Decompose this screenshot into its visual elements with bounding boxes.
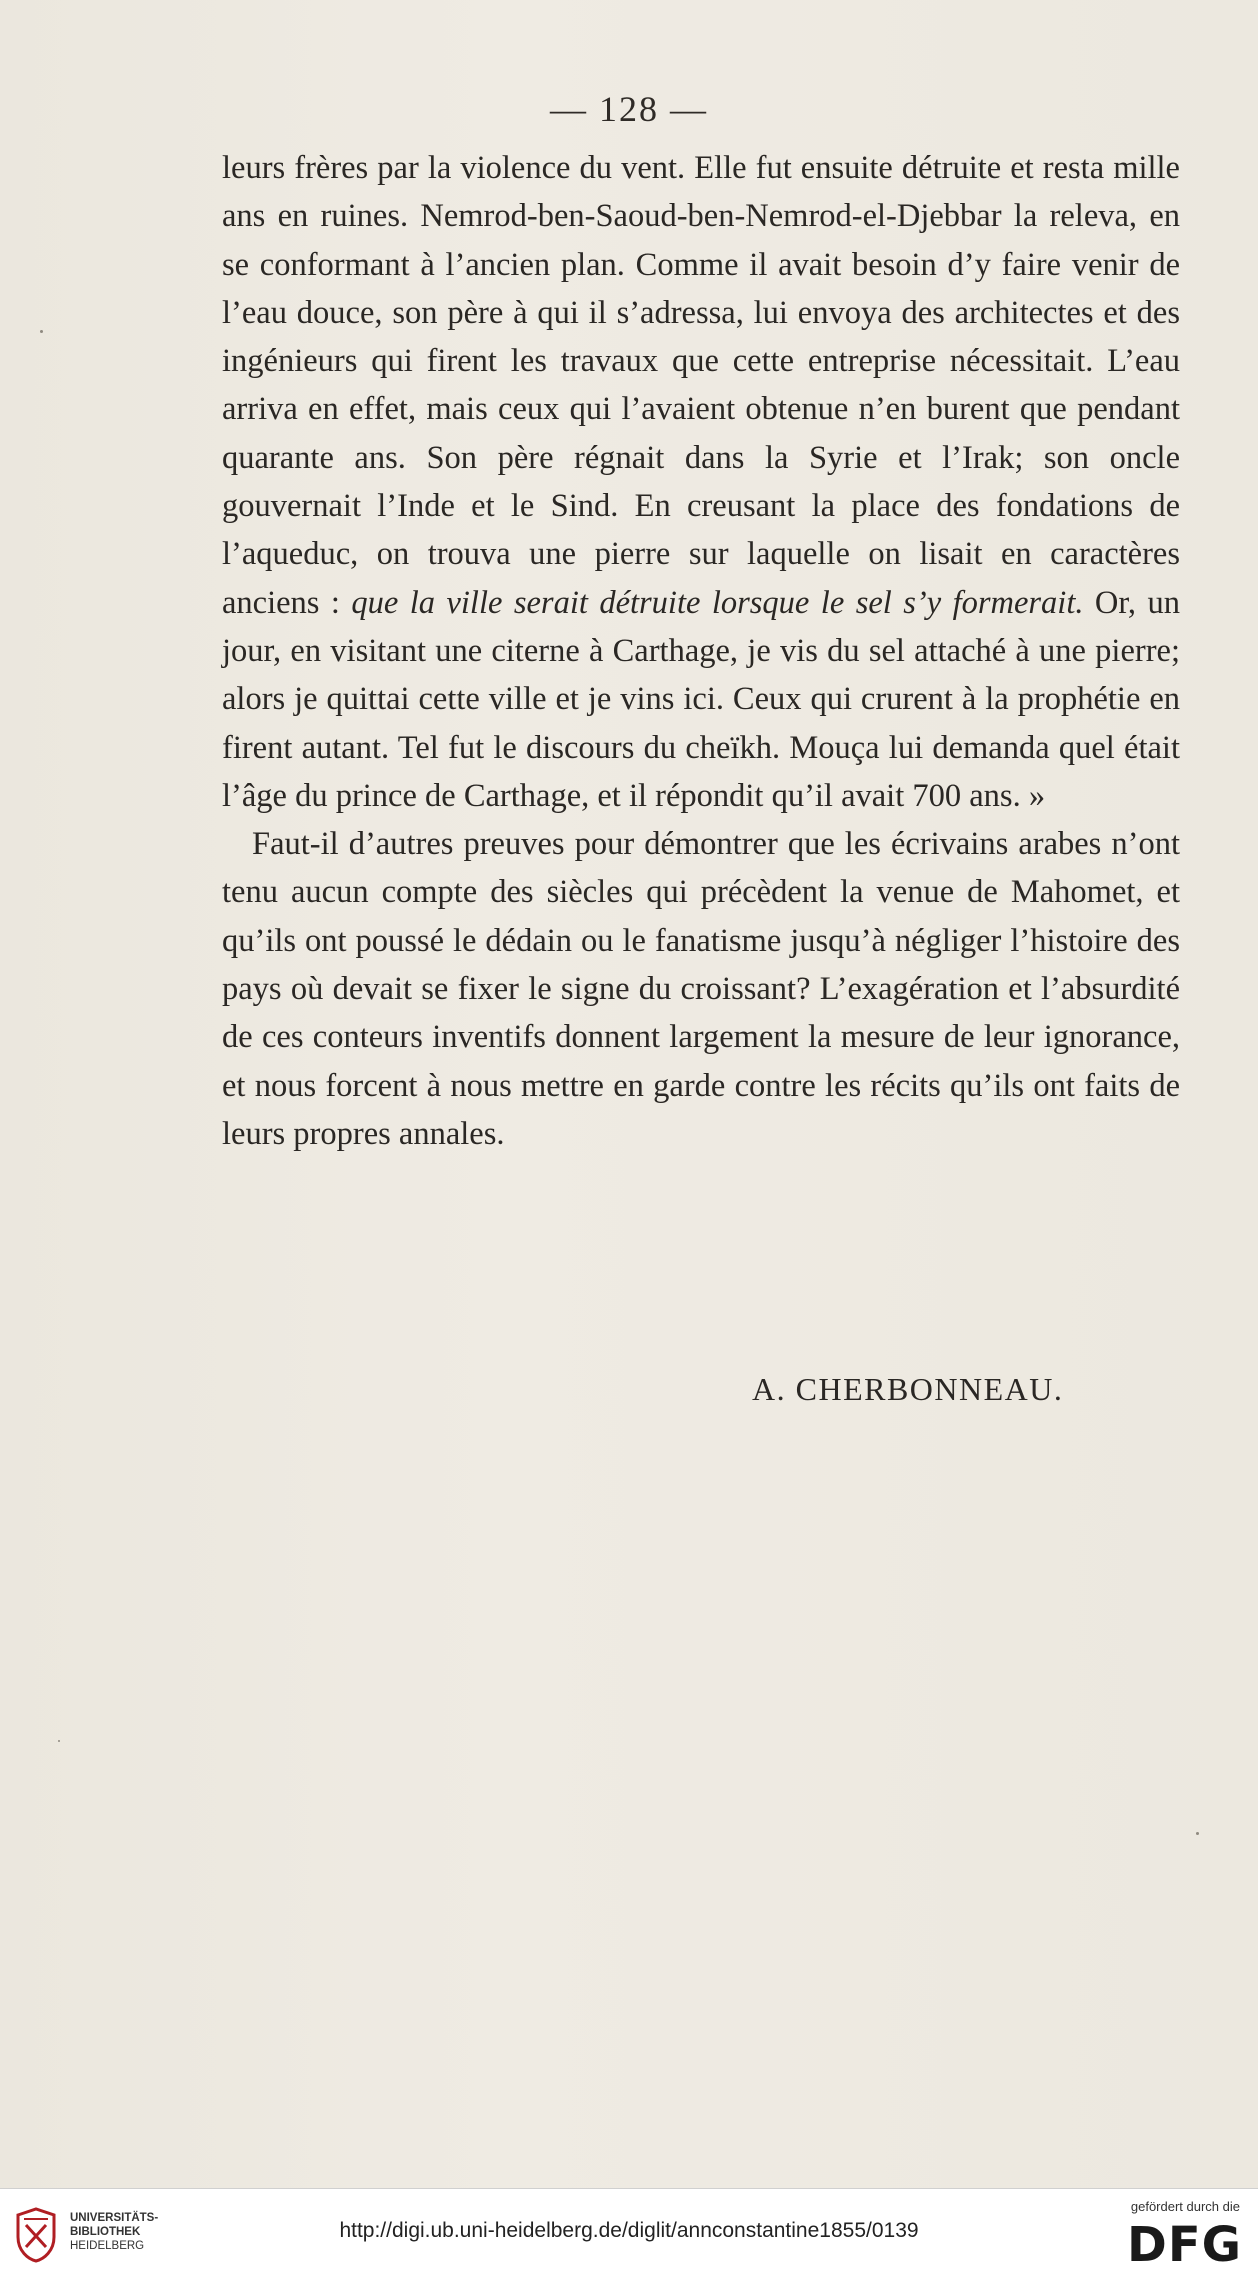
paragraph-1-text-b: Or, un jour, en visitant une citerne à Carthage, je vis du sel attaché à une pierre; alors je quittai cette ville et je vins ici. Ceux qui crurent à la prophétie en firent autant. Tel fut le discours du cheïkh. Mouça lui demanda quel était l’âge du prince de Carthage, et il répondit qu’il avait 700 ans. » [222, 584, 1180, 814]
page-number: — 128 — [550, 89, 708, 129]
body-text [222, 144, 1180, 1158]
author-signature: A. CHERBONNEAU. [752, 1371, 1064, 1407]
institution-line-2: BIBLIOTHEK [70, 2226, 141, 2238]
permalink-url[interactable]: http://digi.ub.uni-heidelberg.de/diglit/annconstantine1855/0139 [339, 2219, 919, 2242]
paragraph-1-italic-quote: que la ville serait détruite lorsque le sel s’y formerait. [351, 584, 1084, 621]
sponsor-caption: gefördert durch die [1130, 2199, 1240, 2214]
institution-line-1: UNIVERSITÄTS- [70, 2212, 159, 2224]
institution-line-3: HEIDELBERG [70, 2240, 145, 2252]
paper-speck [40, 330, 43, 333]
paper-speck [58, 1740, 60, 1742]
paragraph-1-text-a: leurs frères par la violence du vent. Elle fut ensuite détruite et resta mille ans en ruines. Nemrod-ben-Saoud-ben-Nemrod-el-Djebbar la releva, en se conformant à l’ancien plan. Comme il avait besoin d’y faire venir de l’eau douce, son père à qui il s’adressa, lui envoya des architectes et des ingénieurs qui firent les travaux que cette entreprise nécessitait. L’eau arriva en effet, mais ceux qui l’avaient obtenue n’en burent que pendant quarante ans. Son père régnait dans la Syrie et l’Irak; son oncle gouvernait l’Inde et le Sind. En creusant la place des fondations de l’aqueduc, on trouva une pierre sur laquelle on lisait en caractères anciens : [222, 150, 1180, 621]
paragraph-2-text: Faut-il d’autres preuves pour démontrer que les écrivains arabes n’ont tenu aucun compte des siècles qui précèdent la venue de Mahomet, et qu’ils ont poussé le dédain ou le fanatisme jusqu’à négliger l’histoire des pays où devait se fixer le signe du croissant? L’exagération et l’absurdité de ces conteurs inventifs donnent largement la mesure de leur ignorance, et nous forcent à nous mettre en garde contre les récits qu’ils ont faits de leurs propres annales. [222, 826, 1180, 1152]
paper-speck [1196, 1832, 1199, 1835]
paragraph-2 [222, 820, 1180, 1158]
digitization-footer [0, 2188, 1258, 2277]
paragraph-1 [222, 144, 1180, 820]
dfg-logo: DFG [1126, 2217, 1242, 2273]
